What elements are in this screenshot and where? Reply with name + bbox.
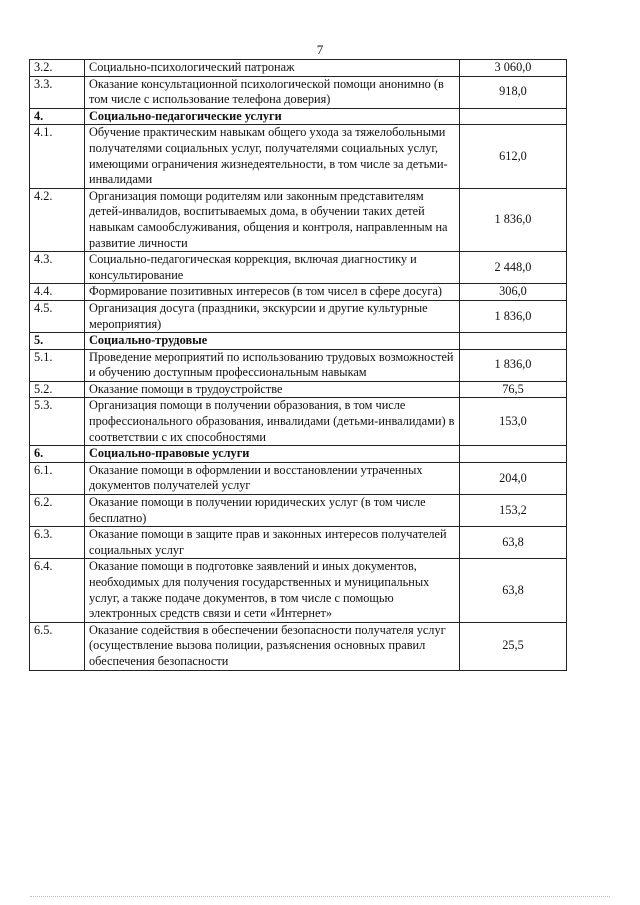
row-number-cell: 6.1. <box>30 462 85 494</box>
table-row <box>30 125 567 188</box>
table-row <box>30 527 567 559</box>
service-name-cell: Организация помощи родителям или законным представителям детей-инвалидов, воспитываемых дома, в обучении таких детей навыкам самообслуживания, общения и контроля, направленным на развитие личности <box>85 188 460 251</box>
section-header-row <box>30 446 567 463</box>
row-number-cell: 5.3. <box>30 398 85 446</box>
section-header-row <box>30 108 567 125</box>
row-number-cell: 4.2. <box>30 188 85 251</box>
row-number-cell: 4. <box>30 108 85 125</box>
row-number-cell: 6.5. <box>30 622 85 670</box>
price-cell: 918,0 <box>460 76 567 108</box>
table-row <box>30 349 567 381</box>
section-header-row <box>30 333 567 350</box>
row-number-cell: 6.2. <box>30 495 85 527</box>
row-number-cell: 4.1. <box>30 125 85 188</box>
price-cell: 76,5 <box>460 381 567 398</box>
service-name-cell: Социально-педагогические услуги <box>85 108 460 125</box>
services-price-table <box>29 59 567 671</box>
service-name-cell: Оказание помощи в защите прав и законных интересов получателей социальных услуг <box>85 527 460 559</box>
table-row <box>30 398 567 446</box>
price-cell: 1 836,0 <box>460 300 567 332</box>
service-name-cell: Оказание помощи в оформлении и восстановлении утраченных документов получателей услуг <box>85 462 460 494</box>
service-name-cell: Оказание помощи в трудоустройстве <box>85 381 460 398</box>
service-name-cell: Оказание содействия в обеспечении безопасности получателя услуг (осуществление вызова полиции, разъяснения основных правил обеспечения безопасности <box>85 622 460 670</box>
table-row <box>30 622 567 670</box>
price-cell: 1 836,0 <box>460 349 567 381</box>
row-number-cell: 3.3. <box>30 76 85 108</box>
row-number-cell: 4.4. <box>30 284 85 301</box>
footer-divider <box>30 896 610 897</box>
service-name-cell: Социально-педагогическая коррекция, включая диагностику и консультирование <box>85 252 460 284</box>
service-name-cell: Обучение практическим навыкам общего ухода за тяжелобольными получателями социальных услуг, получателями социальных услуг, имеющими ограничения жизнедеятельности, в том числе за детьми-инвалидами <box>85 125 460 188</box>
price-cell: 306,0 <box>460 284 567 301</box>
service-name-cell: Проведение мероприятий по использованию трудовых возможностей и обучению доступным профессиональным навыкам <box>85 349 460 381</box>
service-name-cell: Организация помощи в получении образования, в том числе профессионального образования, инвалидами (детьми-инвалидами) в соответствии с их способностями <box>85 398 460 446</box>
price-cell: 153,0 <box>460 398 567 446</box>
row-number-cell: 4.5. <box>30 300 85 332</box>
price-cell: 612,0 <box>460 125 567 188</box>
service-name-cell: Оказание помощи в получении юридических услуг (в том числе бесплатно) <box>85 495 460 527</box>
table-row <box>30 462 567 494</box>
service-name-cell: Социально-правовые услуги <box>85 446 460 463</box>
table-row <box>30 381 567 398</box>
row-number-cell: 5. <box>30 333 85 350</box>
table-body <box>30 60 567 671</box>
table-row <box>30 495 567 527</box>
row-number-cell: 6.4. <box>30 559 85 622</box>
price-cell: 25,5 <box>460 622 567 670</box>
table-row <box>30 60 567 77</box>
row-number-cell: 6.3. <box>30 527 85 559</box>
service-name-cell: Организация досуга (праздники, экскурсии и другие культурные мероприятия) <box>85 300 460 332</box>
table-row <box>30 300 567 332</box>
page-number: 7 <box>316 42 324 57</box>
table-row <box>30 284 567 301</box>
service-name-cell: Формирование позитивных интересов (в том чисел в сфере досуга) <box>85 284 460 301</box>
price-cell: 204,0 <box>460 462 567 494</box>
row-number-cell: 3.2. <box>30 60 85 77</box>
row-number-cell: 5.2. <box>30 381 85 398</box>
service-name-cell: Социально-психологический патронаж <box>85 60 460 77</box>
service-name-cell: Оказание консультационной психологической помощи анонимно (в том числе с использование телефона доверия) <box>85 76 460 108</box>
row-number-cell: 4.3. <box>30 252 85 284</box>
table-row <box>30 76 567 108</box>
price-cell <box>460 108 567 125</box>
price-cell: 3 060,0 <box>460 60 567 77</box>
row-number-cell: 6. <box>30 446 85 463</box>
price-cell <box>460 333 567 350</box>
price-cell: 1 836,0 <box>460 188 567 251</box>
table-row <box>30 559 567 622</box>
row-number-cell: 5.1. <box>30 349 85 381</box>
price-cell: 63,8 <box>460 559 567 622</box>
service-name-cell: Оказание помощи в подготовке заявлений и иных документов, необходимых для получения государственных и муниципальных услуг, а также подаче документов, в том числе с помощью электронных средств связи и сети «Интернет» <box>85 559 460 622</box>
table-row <box>30 252 567 284</box>
price-cell: 2 448,0 <box>460 252 567 284</box>
price-cell: 63,8 <box>460 527 567 559</box>
service-name-cell: Социально-трудовые <box>85 333 460 350</box>
price-cell <box>460 446 567 463</box>
table-row <box>30 188 567 251</box>
price-cell: 153,2 <box>460 495 567 527</box>
